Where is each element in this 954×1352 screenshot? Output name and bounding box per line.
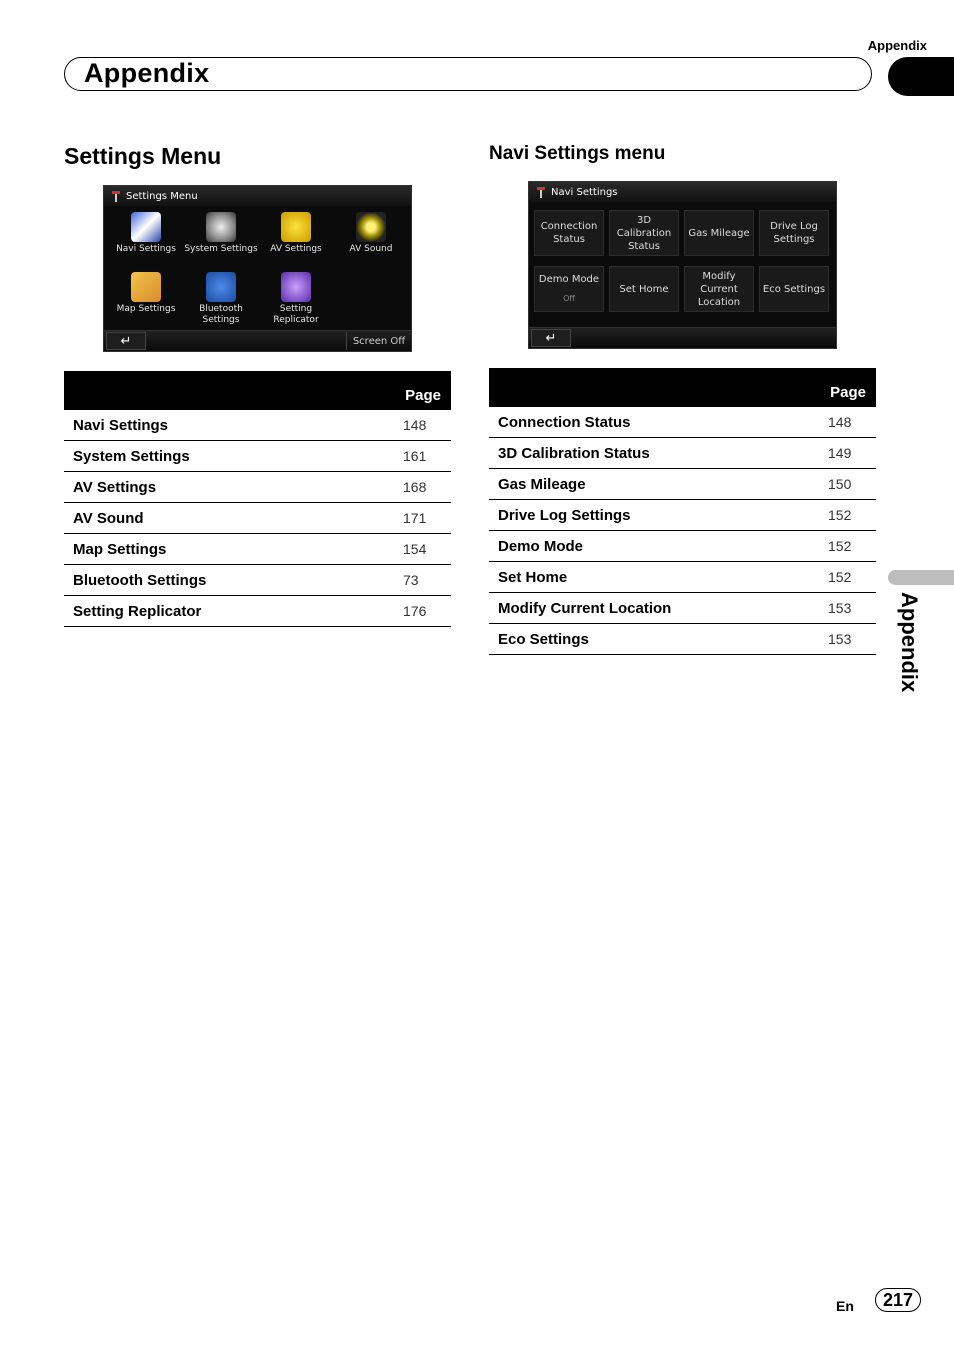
settings-menu-item-label: Setting Replicator [273,304,319,325]
navi-setting-button[interactable] [684,266,754,312]
table-row [64,596,451,627]
setting-name-cell: Connection Status [489,407,828,438]
screen-off-button[interactable]: Screen Off [346,332,411,350]
settings-menu-item-label: Bluetooth Settings [199,304,243,325]
screen-header [104,186,411,206]
navi-setting-button[interactable] [534,210,604,256]
section-tab-gray [888,570,954,585]
page-number: 217 [875,1288,921,1312]
settings-menu-screen [103,185,412,352]
settings-menu-item[interactable] [334,212,408,274]
setting-name-cell: Map Settings [64,534,403,565]
table-row [489,500,876,531]
screen-title: Navi Settings [551,186,618,198]
navi-setting-button-label: Eco Settings [762,283,826,295]
table-header-row [64,371,451,410]
screen-title: Settings Menu [126,190,198,202]
page-number-cell: 149 [828,438,876,469]
settings-menu-item-label: Navi Settings [116,244,176,254]
table-row [489,407,876,438]
settings-menu-item[interactable] [259,212,333,274]
page-number-cell: 148 [828,407,876,438]
page-number-cell: 171 [403,503,451,534]
back-arrow-icon: ↵ [120,333,132,349]
navi-setting-button-label: 3D Calibration Status [616,214,672,252]
setting-name-cell: Setting Replicator [64,596,403,627]
page-number-cell: 176 [403,596,451,627]
setting-name-cell: Eco Settings [489,624,828,655]
page-number-cell: 152 [828,562,876,593]
page-number-cell: 153 [828,593,876,624]
tool-icon [537,187,545,198]
table-row [489,624,876,655]
settings-menu-item[interactable] [109,212,183,274]
music-note-icon [281,212,311,242]
setting-name-cell: Drive Log Settings [489,500,828,531]
setting-name-cell: Modify Current Location [489,593,828,624]
table-row [489,438,876,469]
navi-setting-button-label: Drive Log Settings [770,221,818,245]
setting-name-cell: Demo Mode [489,531,828,562]
navi-setting-button-label: Set Home [619,283,669,295]
setting-name-cell: Gas Mileage [489,469,828,500]
screen-footer [529,327,836,348]
setting-name-cell: AV Sound [64,503,403,534]
page-number-cell: 152 [828,500,876,531]
navi-settings-heading: Navi Settings menu [489,143,666,164]
setting-name-cell: AV Settings [64,472,403,503]
gears-icon [206,212,236,242]
table-row [64,565,451,596]
screen-footer [104,330,411,351]
navi-setting-button[interactable] [759,210,829,256]
navi-setting-button-label: Connection Status [540,221,598,245]
table-row [64,534,451,565]
table-row [489,562,876,593]
back-arrow-icon: ↵ [545,330,557,346]
page-title: Appendix [84,58,210,88]
navi-setting-button-label: Gas Mileage [688,227,750,239]
navi-setting-button[interactable] [759,266,829,312]
page-number-cell: 168 [403,472,451,503]
navi-setting-button[interactable] [534,266,604,312]
table-row [64,503,451,534]
navi-setting-button[interactable] [684,210,754,256]
table-row [64,441,451,472]
navi-setting-value: Off [563,294,575,303]
navi-setting-button[interactable] [609,210,679,256]
speaker-icon [356,212,386,242]
language-label: En [836,1298,854,1314]
navi-settings-screen [528,181,837,349]
settings-menu-item[interactable] [184,272,258,334]
page-number-cell: 153 [828,624,876,655]
setting-name-cell: System Settings [64,441,403,472]
navi-setting-button-label: Modify Current Location [697,270,741,308]
replicator-icon [281,272,311,302]
table-row [489,469,876,500]
page-number-cell: 150 [828,469,876,500]
settings-menu-item[interactable] [184,212,258,274]
setting-name-cell: Bluetooth Settings [64,565,403,596]
page-column-header: Page [489,368,876,407]
table-row [489,593,876,624]
setting-name-cell: Navi Settings [64,410,403,441]
navi-setting-button[interactable] [609,266,679,312]
settings-menu-item-label: AV Settings [270,244,322,254]
section-tab-black [888,57,954,96]
table-header-row [489,368,876,407]
page-number-cell: 152 [828,531,876,562]
navi-settings-table [489,368,876,655]
settings-menu-table [64,371,451,627]
tool-icon [112,191,120,202]
table-row [489,531,876,562]
settings-menu-heading: Settings Menu [64,143,222,169]
table-row [64,410,451,441]
settings-menu-item-label: System Settings [184,244,258,254]
map-icon [131,272,161,302]
back-button[interactable] [106,332,146,350]
back-button[interactable] [531,329,571,347]
setting-name-cell: Set Home [489,562,828,593]
settings-menu-item-label: Map Settings [116,304,176,314]
side-tab-label: Appendix [897,592,922,693]
settings-menu-item[interactable] [259,272,333,334]
page-column-header: Page [64,371,451,410]
table-row [64,472,451,503]
page-number-cell: 154 [403,534,451,565]
settings-menu-item-label: AV Sound [349,244,393,254]
running-head: Appendix [867,38,927,53]
page-number-cell: 148 [403,410,451,441]
page-number-cell: 73 [403,565,451,596]
bluetooth-icon [206,272,236,302]
page-number-cell: 161 [403,441,451,472]
setting-name-cell: 3D Calibration Status [489,438,828,469]
screen-header [529,182,836,202]
checkered-flag-icon [131,212,161,242]
settings-menu-item[interactable] [109,272,183,334]
navi-setting-button-label: Demo Mode [538,274,600,285]
